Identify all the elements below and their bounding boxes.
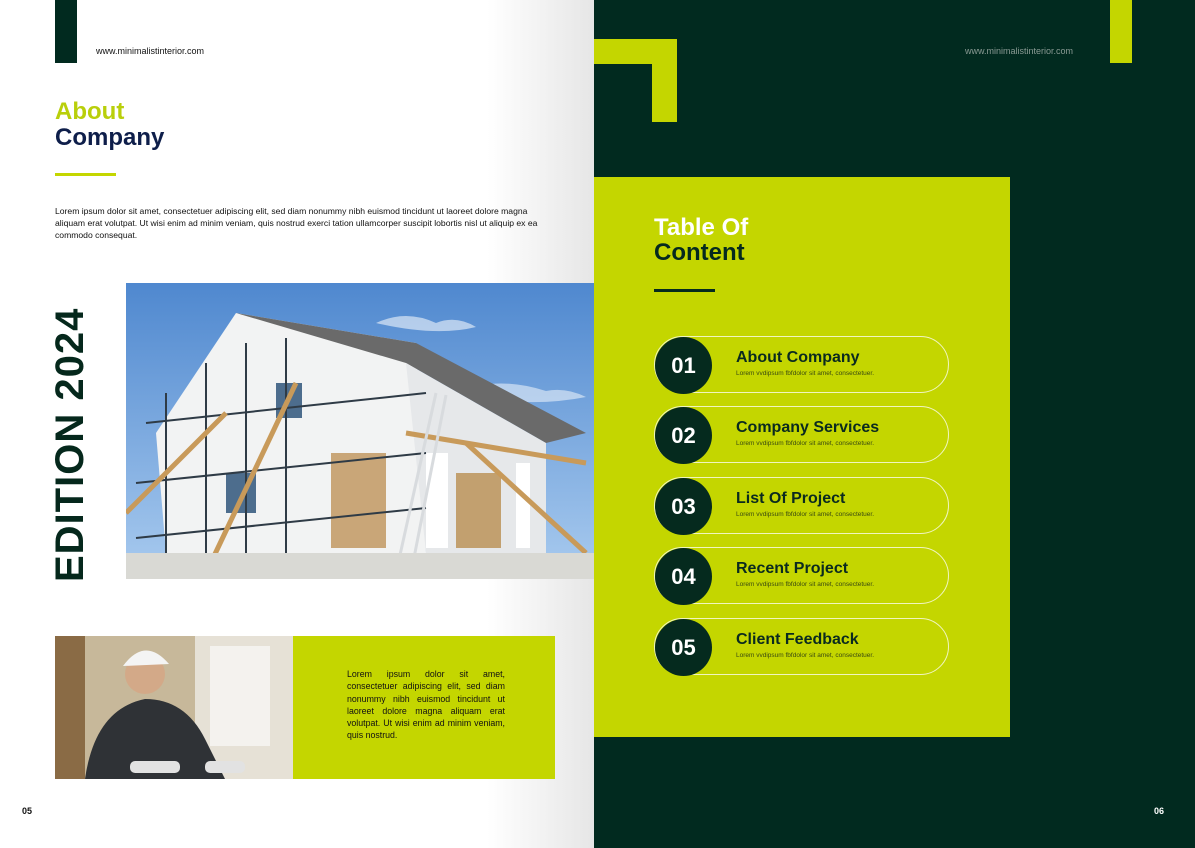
title-underline: [55, 173, 116, 176]
toc-item-desc: Lorem vvdipsum fbfdolor sit amet, consectetuer.: [736, 370, 875, 377]
toc-item-label: Recent Project: [736, 560, 849, 577]
section-title-company: Company: [55, 124, 165, 151]
toc-item-label: Client Feedback: [736, 631, 859, 648]
toc-item[interactable]: [654, 406, 949, 463]
website-url-right[interactable]: www.minimalistinterior.com: [965, 46, 1074, 56]
toc-item-label: About Company: [736, 349, 860, 366]
top-green-bar: [1110, 0, 1132, 63]
toc-number: 02: [655, 407, 712, 464]
toc-item[interactable]: [654, 547, 949, 604]
worker-photo: [55, 636, 293, 779]
toc-item[interactable]: [654, 336, 949, 393]
toc-item-desc: Lorem vvdipsum fbfdolor sit amet, consectetuer.: [736, 652, 875, 659]
left-page: [0, 0, 594, 848]
toc-title-line1: Table Of: [654, 214, 749, 241]
section-title-about: About: [55, 98, 125, 125]
text-box-paragraph: Lorem ipsum dolor sit amet, consectetuer adipiscing elit, sed diam nonummy nibh euismod tincidunt ut laoreet dolore magna aliquam erat volutpat. Ut wisi enim ad minim veniam, quis nostrud.: [347, 669, 505, 741]
page-number-left: 05: [22, 806, 33, 816]
website-url[interactable]: www.minimalistinterior.com: [96, 46, 205, 56]
toc-number: 03: [655, 478, 712, 535]
toc-item[interactable]: [654, 477, 949, 534]
toc-item-label: Company Services: [736, 419, 880, 436]
toc-title-line2: Content: [654, 239, 745, 266]
toc-item-desc: Lorem vvdipsum fbfdolor sit amet, consectetuer.: [736, 440, 875, 447]
toc-number: 04: [655, 548, 712, 605]
toc-item-desc: Lorem vvdipsum fbfdolor sit amet, consectetuer.: [736, 511, 875, 518]
toc-number: 01: [655, 337, 712, 394]
intro-paragraph: Lorem ipsum dolor sit amet, consectetuer adipiscing elit, sed diam nonummy nibh euismod tincidunt ut laoreet dolore magna aliquam erat volutpat. Ut wisi enim ad minim veniam, quis nostrud exerci tation ullamcorper suscipit lobortis nisl ut aliquip ex ea commodo consequat.: [55, 206, 538, 240]
house-photo: [126, 283, 594, 579]
bracket-side: [652, 39, 677, 122]
page-number-right: 06: [1154, 806, 1165, 816]
toc-item[interactable]: [654, 618, 949, 675]
toc-number: 05: [655, 619, 712, 676]
edition-label: EDITION 2024: [48, 307, 92, 582]
toc-item-desc: Lorem vvdipsum fbfdolor sit amet, consectetuer.: [736, 581, 875, 588]
toc-item-label: List Of Project: [736, 490, 846, 507]
top-dark-bar: [55, 0, 77, 63]
toc-title-underline: [654, 289, 715, 292]
